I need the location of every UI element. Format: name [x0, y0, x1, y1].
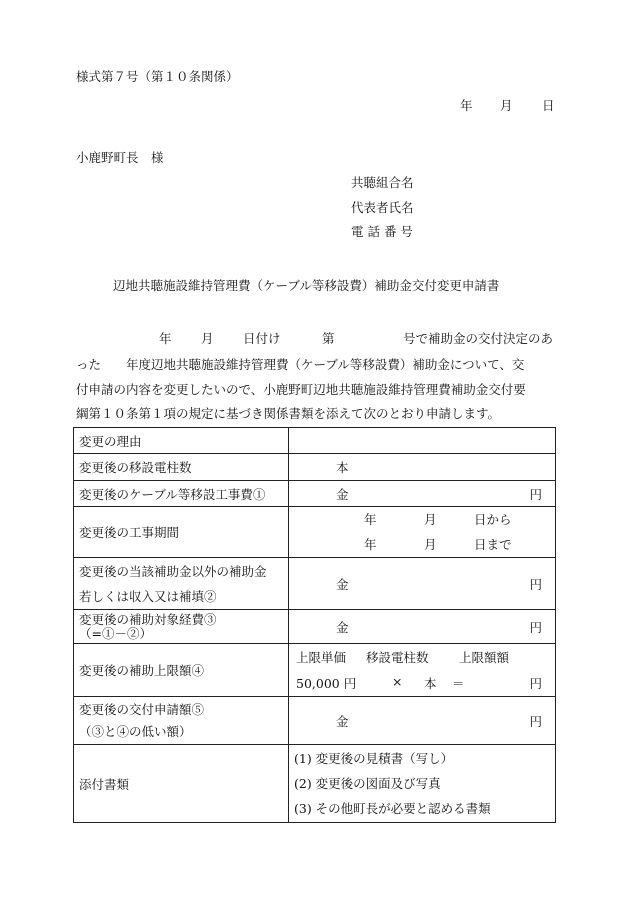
- intro-line4: 綱第１０条第１項の規定に基づき関係書類を添えて次のとおり申請します。: [76, 406, 501, 421]
- row-reason: [74, 428, 556, 454]
- cost-value: [289, 481, 556, 507]
- limit-head-poles: 移設電柱数: [366, 650, 429, 665]
- row-period: [74, 507, 556, 558]
- target-label-1: 変更後の補助対象経費③: [79, 611, 217, 627]
- other-income-label: [74, 558, 289, 610]
- period-from-month: 月: [424, 512, 437, 527]
- cost-yen: 円: [529, 486, 542, 502]
- addressee: 小鹿野町長 様: [76, 150, 164, 165]
- period-to-month: 月: [424, 537, 437, 552]
- row-cost: [74, 481, 556, 507]
- target-yen: 円: [529, 619, 542, 635]
- form-number: 様式第７号（第１０条関係）: [76, 69, 239, 84]
- period-value: [289, 507, 556, 558]
- request-label-1: 変更後の交付申請額⑤: [79, 701, 205, 717]
- limit-yen: 円: [529, 676, 542, 691]
- application-table: [73, 427, 556, 823]
- association-name-label: 共聴組合名: [351, 175, 414, 190]
- request-kin: 金: [336, 713, 349, 729]
- intro-day: 日付け: [243, 331, 281, 346]
- intro-month: 月: [201, 331, 214, 346]
- row-limit: [74, 644, 556, 697]
- intro-line1-tail: 号で補助金の交付決定のあ: [403, 331, 554, 346]
- limit-value: [289, 644, 556, 697]
- target-value: [289, 610, 556, 644]
- limit-times: ×: [392, 674, 403, 689]
- row-poles: [74, 454, 556, 481]
- other-income-kin: 金: [336, 576, 349, 592]
- period-to-day: 日まで: [474, 537, 512, 552]
- attachments-label: 添付書類: [74, 745, 289, 823]
- intro-year: 年: [159, 331, 172, 346]
- other-income-yen: 円: [529, 576, 542, 592]
- request-value: [289, 697, 556, 745]
- target-label-2: （=①－②）: [79, 625, 152, 641]
- limit-head-amount: 上限額額: [459, 650, 510, 665]
- row-request: [74, 697, 556, 745]
- target-label: [74, 610, 289, 644]
- period-from-year: 年: [364, 512, 377, 527]
- date-day: 日: [542, 98, 555, 113]
- cost-kin: 金: [336, 486, 349, 502]
- other-income-value: [289, 558, 556, 610]
- reason-label: 変更の理由: [74, 428, 289, 454]
- request-label: [74, 697, 289, 745]
- other-income-label-2: 若しくは収入又は補填②: [79, 588, 217, 604]
- other-income-label-1: 変更後の当該補助金以外の補助金: [79, 563, 267, 579]
- attachment-3: (3) その他町長が必要と認める書類: [294, 801, 491, 816]
- intro-line2: った 年度辺地共聴施設維持管理費（ケーブル等移設費）補助金について、交: [76, 357, 525, 372]
- poles-label: 変更後の移設電柱数: [74, 454, 289, 481]
- intro-line3: 付申請の内容を変更したいので、小鹿野町辺地共聴施設維持管理費補助金交付要: [76, 382, 526, 397]
- poles-unit: 本: [336, 460, 349, 475]
- attachment-2: (2) 変更後の図面及び写真: [294, 776, 441, 791]
- poles-value: [289, 454, 556, 481]
- date-month: 月: [500, 98, 513, 113]
- date-year: 年: [460, 98, 473, 113]
- limit-poles-unit: 本: [424, 676, 437, 691]
- request-label-2: （③と④の低い額）: [79, 723, 192, 739]
- row-target: [74, 610, 556, 644]
- attachments-value: [289, 745, 556, 823]
- limit-equals: ＝: [452, 676, 465, 691]
- representative-label: 代表者氏名: [351, 200, 414, 215]
- period-label: 変更後の工事期間: [74, 507, 289, 558]
- period-to-year: 年: [364, 537, 377, 552]
- cost-label: 変更後のケーブル等移設工事費①: [74, 481, 289, 507]
- intro-no: 第: [322, 331, 335, 346]
- limit-unit-price: 50,000 円: [296, 676, 357, 691]
- document-title: 辺地共聴施設維持管理費（ケーブル等移設費）補助金交付変更申請書: [113, 278, 500, 293]
- row-attachments: [74, 745, 556, 823]
- attachment-1: (1) 変更後の見積書（写し）: [294, 751, 454, 766]
- reason-value: [289, 428, 556, 454]
- request-yen: 円: [529, 713, 542, 729]
- limit-label: 変更後の補助上限額④: [74, 644, 289, 697]
- target-kin: 金: [336, 619, 349, 635]
- row-other-income: [74, 558, 556, 610]
- period-from-day: 日から: [474, 512, 512, 527]
- phone-label: 電 話 番 号: [351, 224, 413, 239]
- limit-head-unit-price: 上限単価: [296, 650, 347, 665]
